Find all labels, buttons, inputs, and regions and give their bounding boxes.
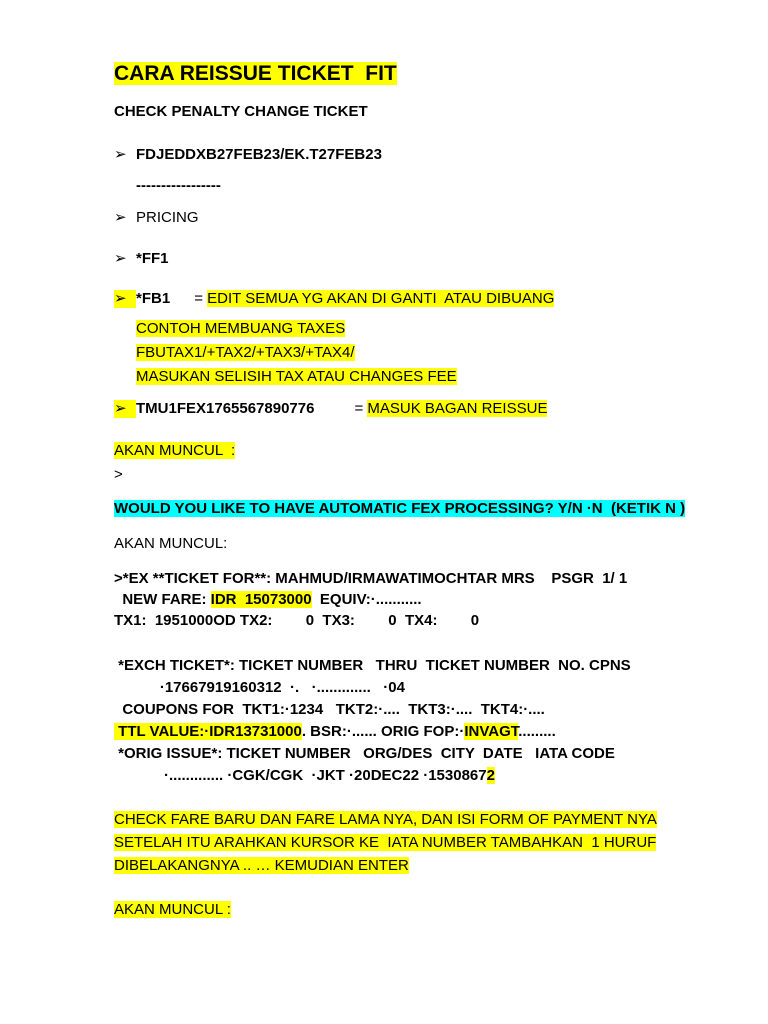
fb1-sub-line-3: MASUKAN SELISIH TAX ATAU CHANGES FEE: [136, 368, 457, 385]
screen-line-1: >*EX **TICKET FOR**: MAHMUD/IRMAWATIMOCHTAR MRS PSGR 1/ 1: [114, 570, 628, 587]
bullet-arrow-icon: ➢: [114, 290, 136, 308]
command-tmu: TMU1FEX1765567890776: [136, 400, 315, 417]
screen-line-2: NEW FARE: IDR 15073000 EQUIV:·...........: [114, 591, 422, 608]
instruction-line-1: CHECK FARE BARU DAN FARE LAMA NYA, DAN ISI FORM OF PAYMENT NYA: [114, 811, 657, 828]
ttl-value: TTL VALUE:·IDR13731000: [114, 723, 302, 740]
tmu-note: MASUK BAGAN REISSUE: [367, 400, 548, 417]
akan-muncul-label-1: AKAN MUNCUL :: [114, 442, 236, 459]
bullet-arrow-icon: ➢: [114, 250, 127, 267]
orig-fop-value: INVAGT: [464, 723, 519, 740]
fex-question: WOULD YOU LIKE TO HAVE AUTOMATIC FEX PROCESSING? Y/N ·N (KETIK N ): [114, 500, 686, 517]
akan-muncul-label-2: AKAN MUNCUL:: [114, 535, 228, 552]
prompt-symbol: >: [114, 466, 123, 483]
fb1-note: EDIT SEMUA YG AKAN DI GANTI ATAU DIBUANG: [207, 290, 555, 307]
command-fd: FDJEDDXB27FEB23/EK.T27FEB23: [136, 146, 382, 163]
command-fb1: *FB1: [136, 290, 171, 307]
command-fb1-row: [136, 290, 554, 308]
bullet-arrow-icon: ➢: [114, 400, 136, 418]
fb1-sub-line-1: CONTOH MEMBUANG TAXES: [136, 320, 346, 337]
screen-line-7: TTL VALUE:·IDR13731000. BSR:·...... ORIG FOP:·INVAGT.........: [114, 723, 556, 740]
command-ff1: *FF1: [136, 250, 169, 267]
command-pricing: PRICING: [136, 209, 199, 226]
screen-line-4: *EXCH TICKET*: TICKET NUMBER THRU TICKET NUMBER NO. CPNS: [114, 657, 631, 674]
instruction-line-3: DIBELAKANGNYA .. … KEMUDIAN ENTER: [114, 857, 409, 874]
new-fare-value: IDR 15073000: [210, 591, 312, 608]
iata-last-digit: 2: [486, 767, 495, 784]
screen-line-6: COUPONS FOR TKT1:·1234 TKT2:·.... TKT3:·.... TKT4:·....: [114, 701, 545, 718]
screen-line-5: ·17667919160312 ·. ·............. ·04: [114, 679, 405, 696]
screen-line-3: TX1: 1951000OD TX2: 0 TX3: 0 TX4: 0: [114, 612, 480, 629]
command-tmu-row: [136, 400, 547, 418]
bullet-arrow-icon: ➢: [114, 146, 127, 163]
bullet-arrow-icon: ➢: [114, 209, 127, 226]
page-title: CARA REISSUE TICKET FIT: [114, 62, 397, 85]
fb1-sub-line-2: FBUTAX1/+TAX2/+TAX3/+TAX4/: [136, 344, 355, 361]
subtitle: CHECK PENALTY CHANGE TICKET: [114, 103, 368, 120]
separator-line: -----------------: [136, 177, 221, 194]
equals-sign: =: [354, 400, 368, 417]
equals-sign: =: [194, 290, 208, 307]
screen-line-8: *ORIG ISSUE*: TICKET NUMBER ORG/DES CITY DATE IATA CODE: [114, 745, 615, 762]
screen-line-9: ·............. ·CGK/CGK ·JKT ·20DEC22 ·15308672: [114, 767, 495, 784]
instruction-line-2: SETELAH ITU ARAHKAN KURSOR KE IATA NUMBER TAMBAHKAN 1 HURUF: [114, 834, 657, 851]
akan-muncul-label-3: AKAN MUNCUL :: [114, 901, 231, 918]
